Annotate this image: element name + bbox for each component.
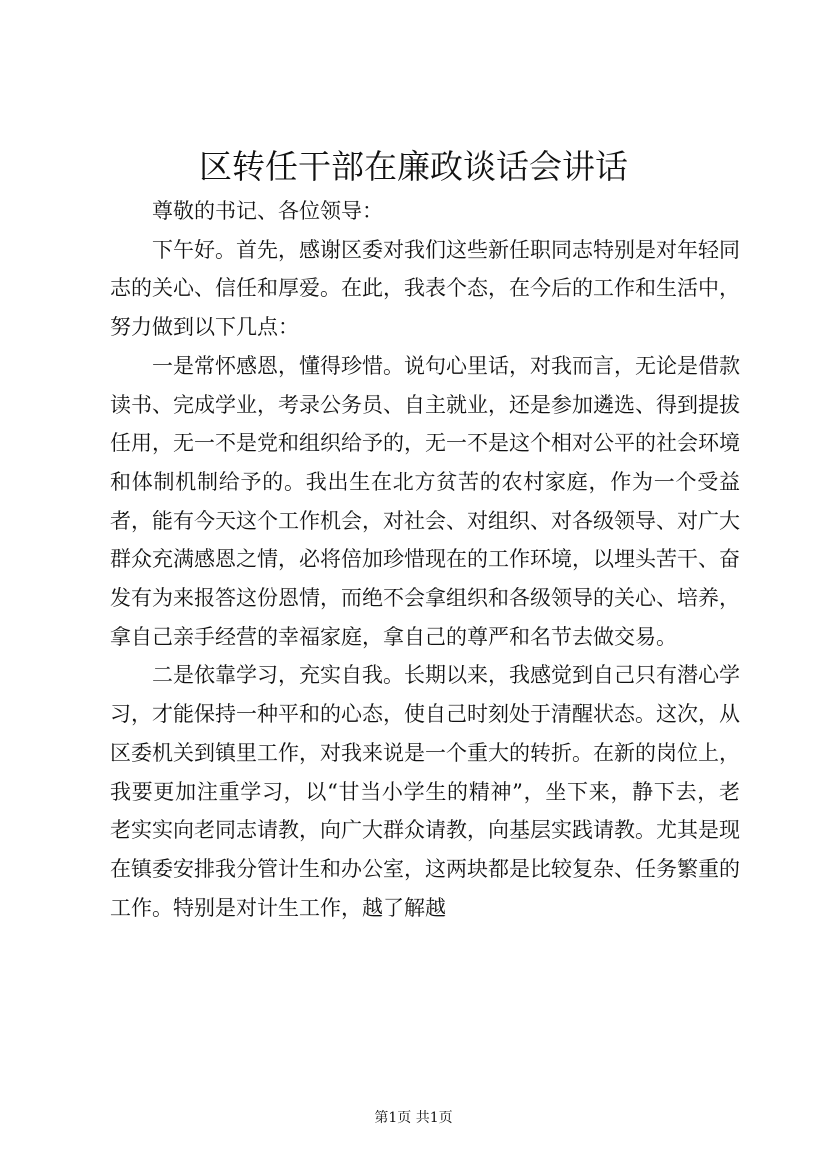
greeting-paragraph: 下午好。首先，感谢区委对我们这些新任职同志特别是对年轻同志的关心、信任和厚爱。在此，我表个态，在今后的工作和生活中，努力做到以下几点：: [110, 237, 740, 340]
document-title: 区转任干部在廉政谈话会讲话: [199, 147, 628, 186]
page-footer: 第1页 共1页: [374, 1110, 453, 1126]
point-one-paragraph: 一是常怀感恩，懂得珍惜。说句心里话，对我而言，无论是借款读书、完成学业，考录公务员、自主就业，还是参加遴选、得到提拔任用，无一不是党和组织给予的，无一不是这个相对公平的社会环境和体制机制给予的。我出生在北方贫苦的农村家庭，作为一个受益者，能有今天这个工作机会，对社会、对组织、对各级领导、对广大群众充满感恩之情，必将倍加珍惜现在的工作环境，以埋头苦干、奋发有为来报答这份恩情，而绝不会拿组织和各级领导的关心、培养，拿自己亲手经营的幸福家庭，拿自己的尊严和名节去做交易。: [110, 353, 740, 649]
salutation-paragraph: 尊敬的书记、各位领导：: [152, 199, 383, 223]
point-two-paragraph: 二是依靠学习，充实自我。长期以来，我感觉到自己只有潜心学习，才能保持一种平和的心态，使自己时刻处于清醒状态。这次，从区委机关到镇里工作，对我来说是一个重大的转折。在新的岗位上，我要更加注重学习，以“甘当小学生的精神”，坐下来，静下去，老老实实向老同志请教，向广大群众请教，向基层实践请教。尤其是现在镇委安排我分管计生和办公室，这两块都是比较复杂、任务繁重的工作。特别是对计生工作，越了解越: [110, 663, 740, 920]
document-body: [110, 192, 740, 927]
